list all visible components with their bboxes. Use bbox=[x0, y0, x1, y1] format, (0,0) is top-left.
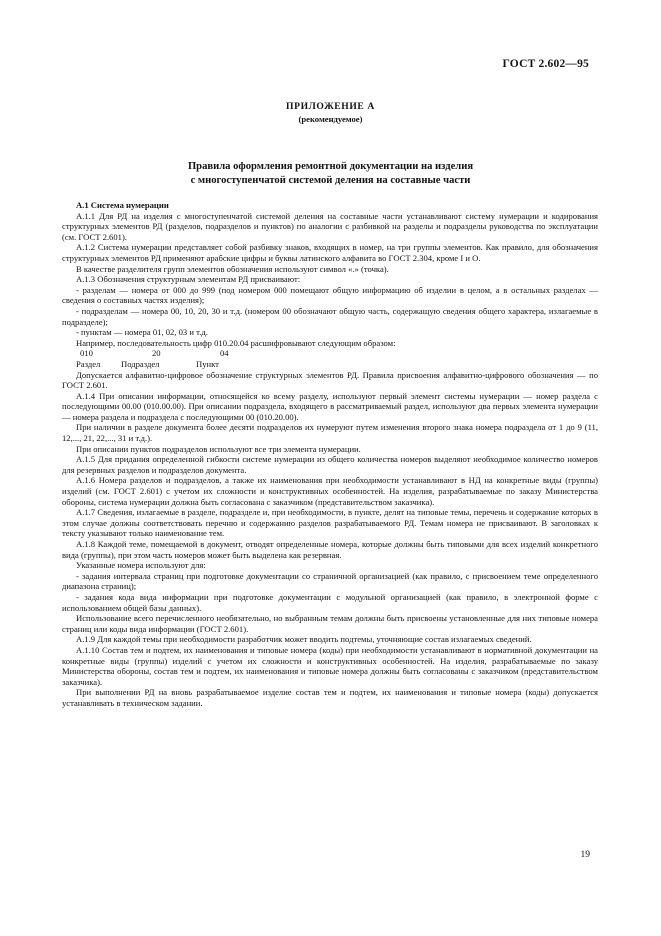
example-number: 20 bbox=[152, 348, 161, 359]
example-labels bbox=[76, 359, 598, 370]
page-number: 19 bbox=[580, 850, 590, 860]
paragraph: При выполнении РД на вновь разрабатываемое изделие состав тем и подтем, их наименования и типовые номера (коды) допускается устанавливать в техническом задании. bbox=[62, 687, 598, 708]
paragraph: А.1.1 Для РД на изделия с многоступенчатой системой деления на составные части устанавливают систему нумерации и кодирования структурных элементов РД (разделов, подразделов и пунктов) по аналогии с разбивкой на разделы и подразделы руководства по эксплуатации (см. ГОСТ 2.601). bbox=[62, 210, 598, 242]
document-title-line-1: Правила оформления ремонтной документации на изделия bbox=[187, 161, 474, 172]
appendix-title: ПРИЛОЖЕНИЕ А bbox=[286, 101, 375, 112]
paragraph: А.1.9 Для каждой темы при необходимости разработчик может вводить подтемы, уточняющие состав излагаемых сведений. bbox=[76, 634, 532, 645]
standard-header: ГОСТ 2.602—95 bbox=[502, 58, 589, 70]
appendix-subtitle: (рекомендуемое) bbox=[298, 114, 363, 124]
paragraph: В качестве разделителя групп элементов обозначения используют символ «.» (точка). bbox=[76, 263, 389, 274]
example-label: Раздел bbox=[76, 358, 101, 369]
paragraph: А.1.10 Состав тем и подтем, их наименования и типовые номера (коды) при необходимости устанавливают в нормативной документации на конкретные виды (группы) изделий с учетом их сложности и конструктивных особенностей. На изделия, разрабатываемые по заказу Министерства обороны, состав тем и подтем, их наименования и типовые номера должны быть согласованы с заказчиком (представительством заказчика). bbox=[62, 644, 598, 687]
example-numbers bbox=[80, 348, 598, 359]
list-item: - задания интервала страниц при подготовке документации со страничной организацией (как правило, с присвоением теме определенного диапазона страниц); bbox=[62, 570, 598, 592]
example-label: Подраздел bbox=[121, 358, 160, 369]
paragraph: Указанные номера используют для: bbox=[76, 560, 206, 571]
example-label: Пункт bbox=[196, 358, 219, 369]
example-number: 04 bbox=[220, 348, 229, 359]
paragraph: А.1.5 Для придания определенной гибкости системе нумерации из общего количества номеров выделяют необходимое количество номеров для резервных разделов и подразделов документа. bbox=[62, 454, 598, 475]
list-item: - разделам — номера от 000 до 999 (под номером 000 помещают общую информацию об изделии в целом, а в остальных разделах — сведения о составных частях изделия); bbox=[62, 284, 598, 306]
paragraph: При описании пунктов подразделов используют все три элемента нумерации. bbox=[76, 443, 361, 454]
paragraph: Допускается алфавитно-цифровое обозначение структурных элементов РД. Правила присвоения алфавитно-цифрового обозначения — по ГОСТ 2.601. bbox=[62, 369, 598, 391]
document-body bbox=[62, 200, 598, 709]
paragraph: А.1.7 Сведения, излагаемые в разделе, подразделе и, при необходимости, в пункте, делят на типовые темы, перечень и содержание которых в этом случае должны соответствовать перечню и содержанию разделов разрабатываемого РД. Темам номера не присваивают. В заголовках к тексту указывают только наименование тем. bbox=[62, 507, 598, 539]
list-item: - пунктам — номера 01, 02, 03 и т.д. bbox=[76, 327, 208, 338]
example-number: 010 bbox=[80, 348, 93, 359]
paragraph: При наличии в разделе документа более десяти подразделов их нумеруют путем изменения второго знака номера подраздела от 1 до 9 (11, 12,..., 21, 22,..., 31 и т.д.). bbox=[62, 422, 598, 444]
paragraph: А.1.8 Каждой теме, помещаемой в документ, отводят определенные номера, которые должны быть типовыми для всех изделий конкретного вида (группы), при этом часть номеров может быть выделена как резервная. bbox=[62, 539, 598, 560]
list-item: - задания кода вида информации при подготовке документации с модульной организацией (как правило, в электронной форме с использованием общей базы данных). bbox=[62, 591, 598, 613]
paragraph: Например, последовательность цифр 010.20.04 расшифровывают следующим образом: bbox=[76, 337, 396, 348]
paragraph: А.1.2 Система нумерации представляет собой разбивку знаков, входящих в номер, на три группы элементов. Как правило, для обозначения структурных элементов РД применяют арабские цифры и буквы латинского алфавита во ГОСТ 2.304, кроме I и O. bbox=[62, 242, 598, 263]
paragraph: А.1.3 Обозначения структурным элементам РД присваивают: bbox=[76, 274, 301, 285]
list-item: - подразделам — номера 00, 10, 20, 30 и т.д. (номером 00 обозначают общую часть, содержащую сведения общего характера, излагаемые в подразделе); bbox=[62, 305, 598, 327]
document-title-line-2: с многоступенчатой системой деления на составные части bbox=[190, 175, 471, 186]
paragraph: А.1.4 При описании информации, относящейся ко всему разделу, используют первый элемент системы нумерации — номер раздела с последующими 00.00 (010.00.00). При описании подраздела, входящего в рассматриваемый раздел, используют два первых элемента нумерации — номера раздела и подраздела с последующими 00 (010.20.00). bbox=[62, 390, 598, 422]
paragraph: А.1.6 Номера разделов и подразделов, а также их наименования при необходимости устанавливают в НД на конкретные виды (группы) изделий (см. ГОСТ 2.601) с учетом их сложности и конструктивных особенностей. На изделия, разрабатываемые по заказу Министерства обороны, система нумерации должна быть согласована с заказчиком (представительством заказчика). bbox=[62, 475, 598, 507]
paragraph: Использование всего перечисленного необязательно, но выбранным темам должны быть присвоены установленные для них типовые номера страниц или коды вида информации (ГОСТ 2.601). bbox=[62, 613, 598, 634]
document-title bbox=[90, 160, 571, 188]
section-heading: А.1 Система нумерации bbox=[76, 200, 169, 210]
